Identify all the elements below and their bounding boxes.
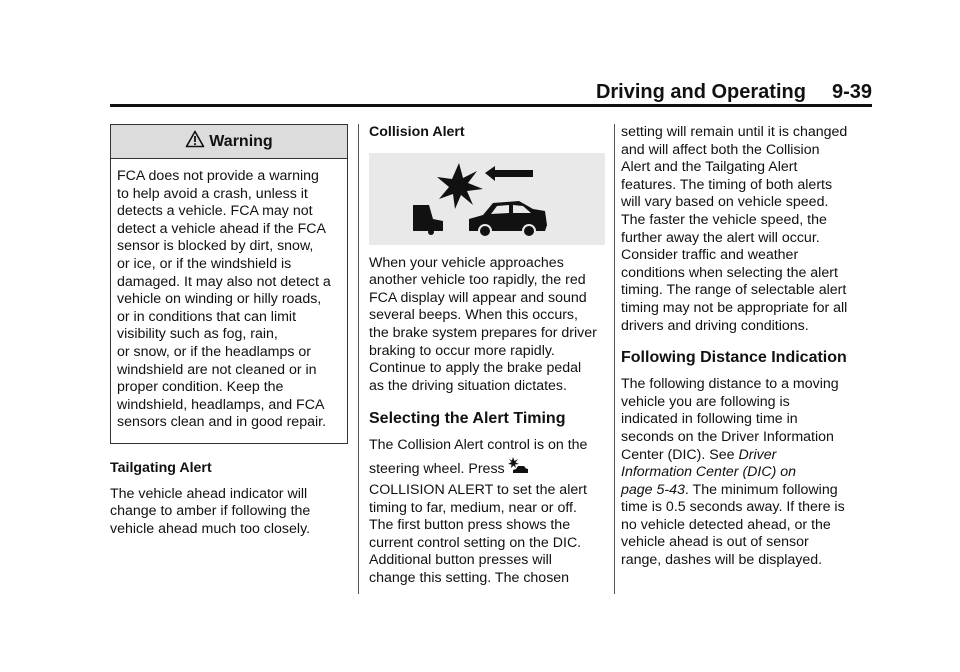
reference-link: Information Center (DIC) on <box>621 464 797 481</box>
timing-title: Selecting the Alert Timing <box>369 410 566 428</box>
text-line: or ice, or if the windshield is <box>117 255 292 272</box>
text-line: no vehicle detected ahead, or the <box>621 516 831 533</box>
text-line: setting will remain until it is changed <box>621 124 848 140</box>
reference-link: Driver <box>738 446 777 463</box>
timing-text-continued <box>621 124 872 335</box>
warning-text <box>111 159 347 443</box>
text-line: damaged. It may also not detect a <box>117 273 331 290</box>
text-line: The first button press shows the <box>369 517 571 534</box>
text-line: When your vehicle approaches <box>369 254 564 271</box>
warning-box <box>110 124 348 444</box>
column-divider <box>358 124 359 594</box>
text-fragment: Center (DIC). See <box>621 446 739 463</box>
collision-alert-image <box>369 153 605 245</box>
tailgating-text <box>110 486 348 539</box>
text-line: drivers and driving conditions. <box>621 317 809 334</box>
text-line: detect a vehicle ahead if the FCA <box>117 220 326 237</box>
column-3 <box>621 124 872 570</box>
text-line: timing. The range of selectable alert <box>621 282 847 299</box>
text-line: sensor is blocked by dirt, snow, <box>117 238 314 255</box>
text-line: proper condition. Keep the <box>117 379 284 396</box>
reference-page: page 5-43 <box>621 481 685 498</box>
collision-alert-symbol <box>369 153 605 245</box>
text-line: current control setting on the DIC. <box>369 534 582 551</box>
text-line: or snow, or if the headlamps or <box>117 343 311 360</box>
timing-text <box>369 437 607 587</box>
text-fragment: vehicle you are following is <box>621 393 790 410</box>
text-line <box>621 376 872 394</box>
text-fragment: seconds on the Driver Information <box>621 428 834 445</box>
following-lines <box>621 376 872 464</box>
text-line: windshield are not cleaned or in <box>117 361 317 378</box>
text-fragment: The following distance to a moving <box>621 376 839 393</box>
text-line <box>621 429 872 447</box>
text-line: time is 0.5 seconds away. If there is <box>621 499 845 516</box>
text-line: features. The timing of both alerts <box>621 176 833 193</box>
column-divider <box>614 124 615 594</box>
text-fragment: indicated in following time in <box>621 411 798 428</box>
text-fragment: . The minimum following <box>684 481 838 498</box>
text-line <box>621 447 872 465</box>
text-line: several beeps. When this occurs, <box>369 307 578 324</box>
text-line: FCA does not provide a warning <box>117 168 319 184</box>
collision-alert-button-icon <box>507 455 529 482</box>
following-title: Following Distance Indication <box>621 349 847 367</box>
tailgating-title: Tailgating Alert <box>110 459 212 476</box>
text-line: change this setting. The chosen <box>369 569 570 586</box>
column-1 <box>110 124 348 538</box>
text-line: The vehicle ahead indicator will <box>110 485 308 502</box>
text-line <box>621 394 872 412</box>
text-line: or in conditions that can limit <box>117 308 297 325</box>
section-title: Driving and Operating <box>595 81 806 103</box>
text-line: vehicle ahead is out of sensor <box>621 534 809 551</box>
text-line: braking to occur more rapidly. <box>369 342 555 359</box>
text-line: to help avoid a crash, unless it <box>117 185 308 202</box>
text-line: windshield, headlamps, and FCA <box>117 396 325 413</box>
text-line: Consider traffic and weather <box>621 247 799 264</box>
column-2 <box>369 124 607 588</box>
text-line: Additional button presses will <box>369 552 552 569</box>
following-text <box>621 376 872 570</box>
text-line: The faster the vehicle speed, the <box>621 211 827 228</box>
text-line: detects a vehicle. FCA may not <box>117 203 313 220</box>
page-header <box>110 78 872 104</box>
text-line: Alert and the Tailgating Alert <box>621 159 798 176</box>
text-line: sensors clean and in good repair. <box>117 414 327 431</box>
text-line: The Collision Alert control is on the <box>369 437 588 454</box>
text-line: the brake system prepares for driver <box>369 324 597 341</box>
text-line: range, dashes will be displayed. <box>621 552 823 569</box>
text-line: and will affect both the Collision <box>621 141 820 158</box>
warning-header <box>111 125 347 159</box>
text-line <box>621 482 872 500</box>
text-line: will vary based on vehicle speed. <box>621 194 829 211</box>
timing-lines <box>369 482 607 588</box>
text-line <box>621 464 872 482</box>
text-line: conditions when selecting the alert <box>621 264 838 281</box>
text-line: change to amber if following the <box>110 503 311 520</box>
collision-alert-title: Collision Alert <box>369 124 465 140</box>
collision-alert-text <box>369 255 607 396</box>
text-line: as the driving situation dictates. <box>369 377 567 394</box>
text-line: visibility such as fog, rain, <box>117 326 278 343</box>
header-rule <box>110 104 872 107</box>
page-number: 9-39 <box>831 81 872 103</box>
text-line: further away the alert will occur. <box>621 229 820 246</box>
text-line: another vehicle too rapidly, the red <box>369 272 586 289</box>
following-tail <box>621 499 872 569</box>
text-line <box>621 411 872 429</box>
text-line: vehicle ahead much too closely. <box>110 520 311 537</box>
text-line: timing to far, medium, near or off. <box>369 499 577 516</box>
text-line: vehicle on winding or hilly roads, <box>117 291 322 308</box>
warning-title: Warning <box>209 132 273 150</box>
text-line: timing may not be appropriate for all <box>621 299 848 316</box>
warning-triangle-icon <box>185 130 205 153</box>
text-line: COLLISION ALERT to set the alert <box>369 481 587 498</box>
text-line: Continue to apply the brake pedal <box>369 360 582 377</box>
text-line: FCA display will appear and sound <box>369 289 587 306</box>
text-line: steering wheel. Press <box>369 460 505 477</box>
